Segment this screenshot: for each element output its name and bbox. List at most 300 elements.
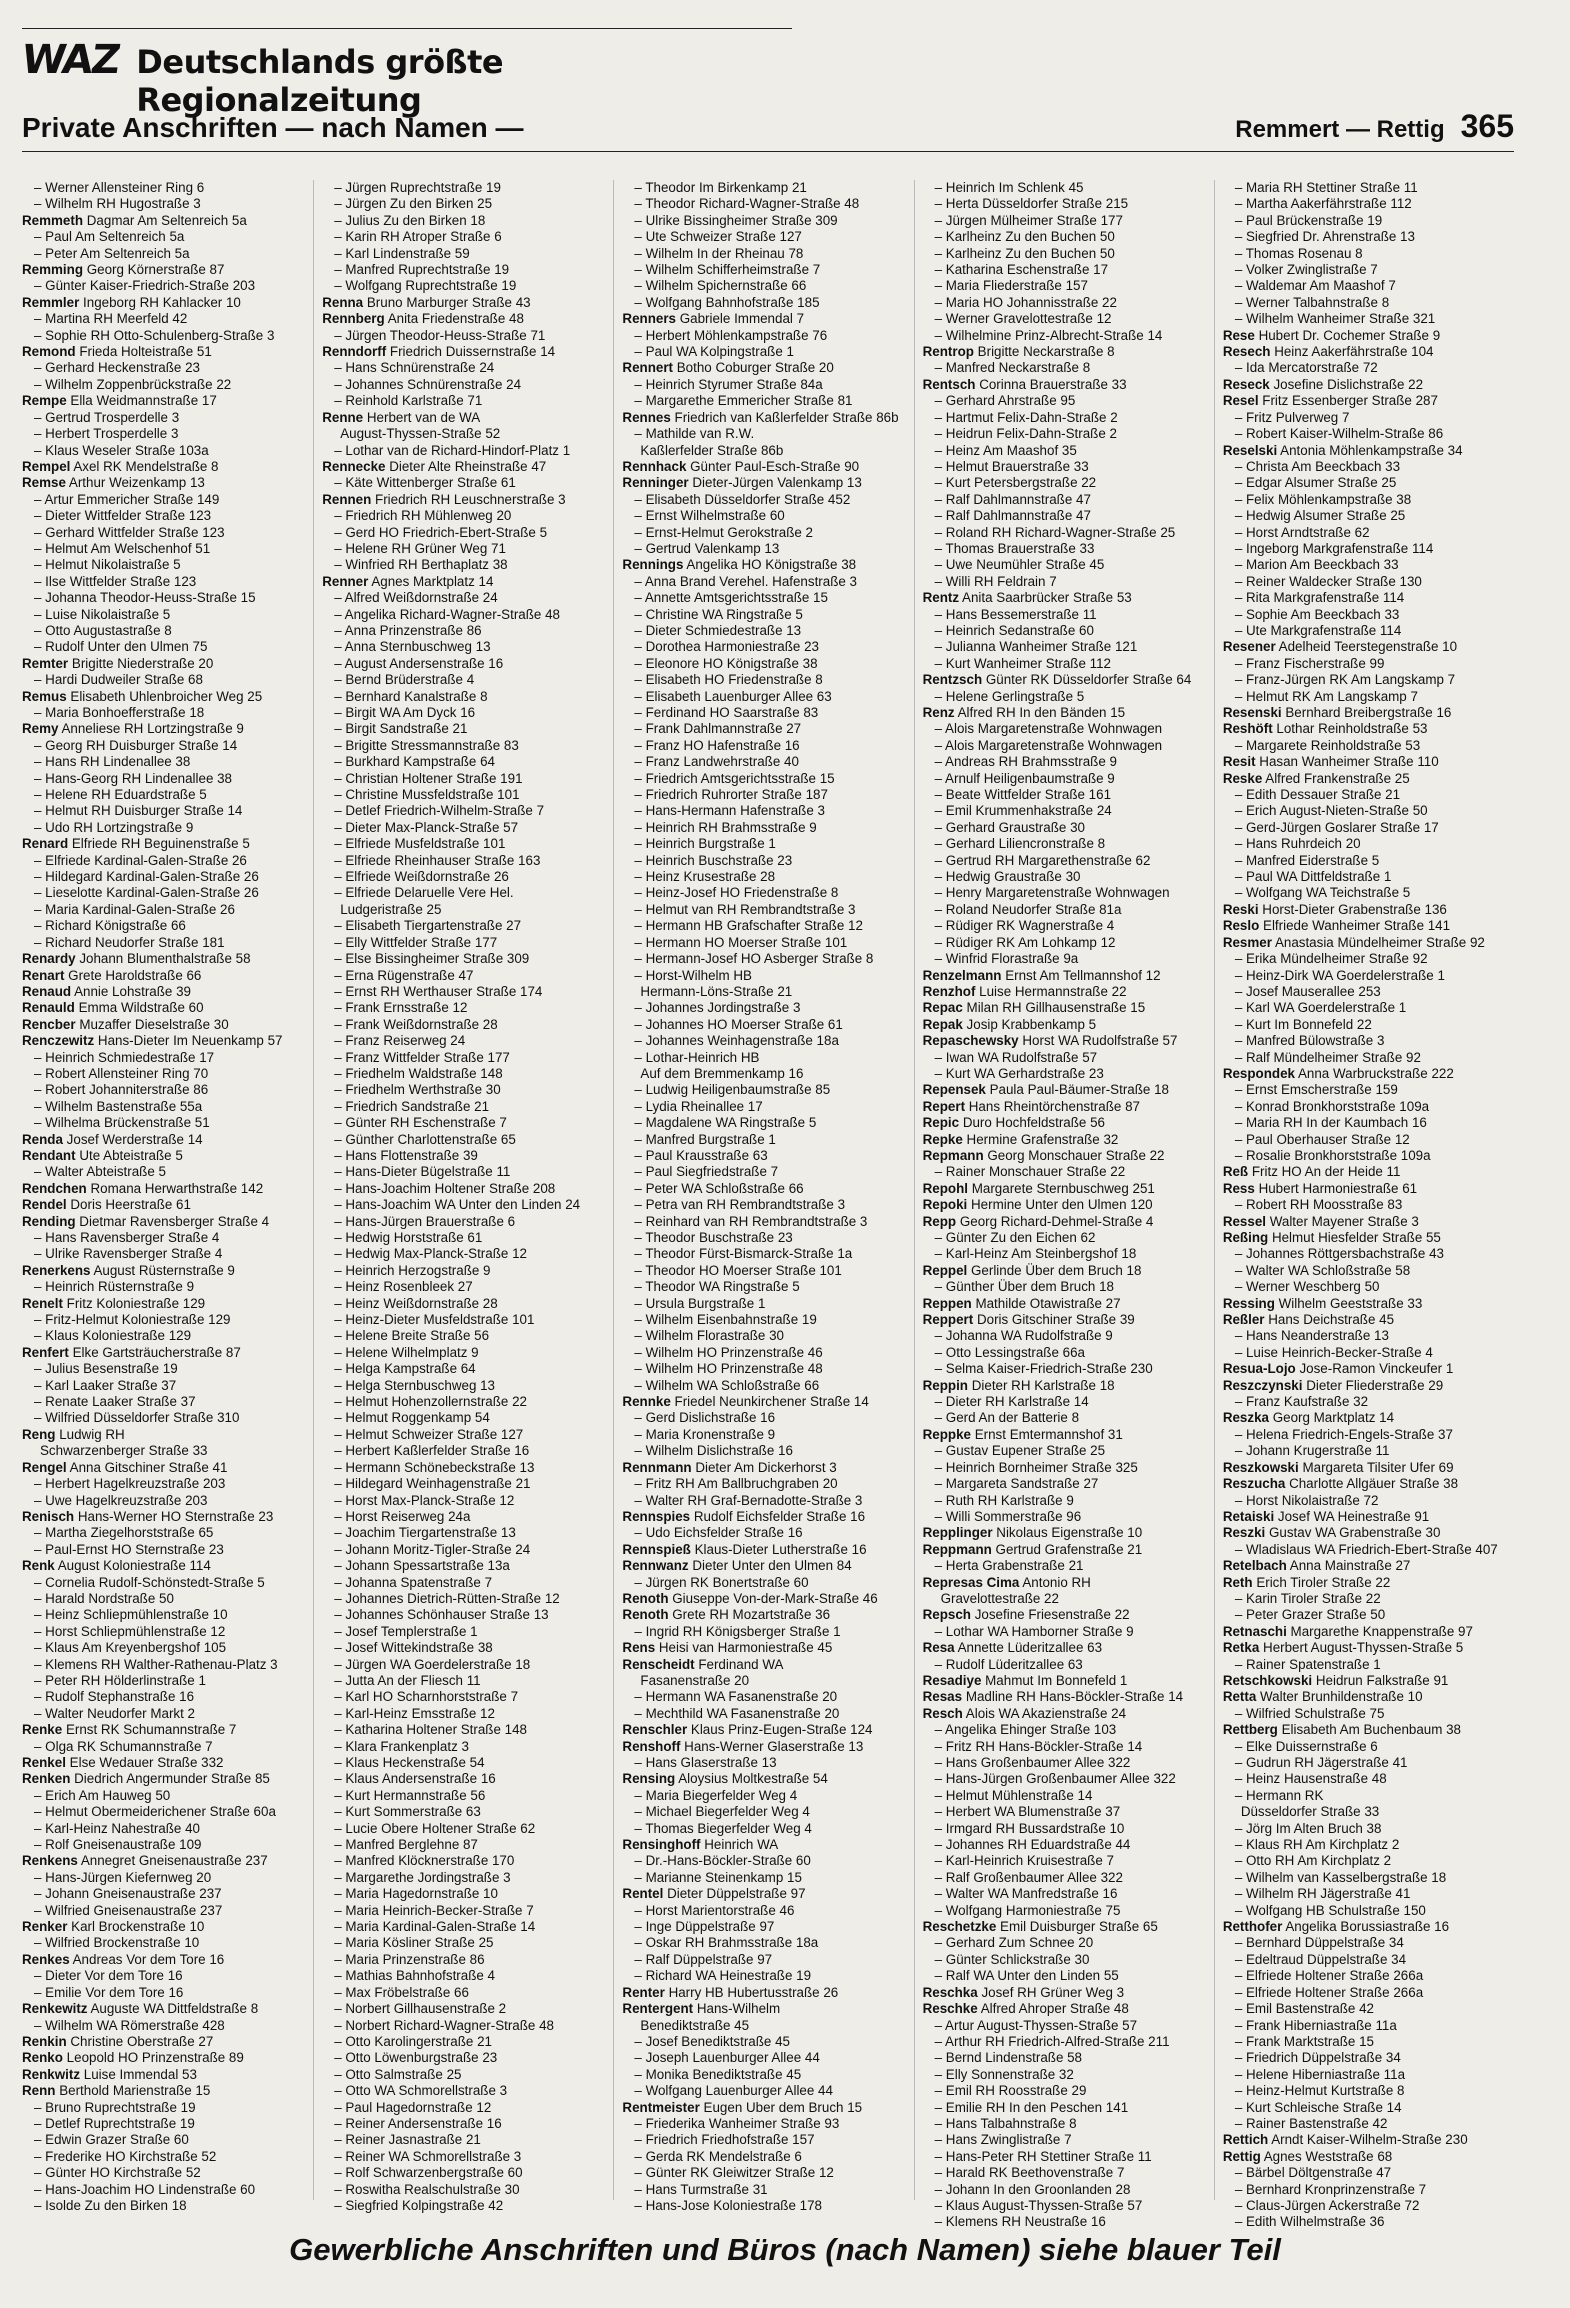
entry-text: Manfred Berglehne 87 <box>345 1837 478 1853</box>
listing-entry <box>22 1607 307 1623</box>
entry-text: Agnes Marktplatz 14 <box>371 573 494 589</box>
listing-entry <box>1223 311 1508 327</box>
listing-entry <box>923 1246 1208 1262</box>
entry-text: Robert Kaiser-Wilhelm-Straße 86 <box>1245 426 1444 442</box>
listing-entry <box>1223 574 1508 590</box>
entry-text: Uwe Hagelkreuzstraße 203 <box>45 1492 208 1508</box>
entry-text: Alfred Ahroper Straße 48 <box>980 2001 1129 2017</box>
listing-entry <box>22 1689 307 1705</box>
entry-surname: Renda <box>22 1131 63 1147</box>
entry-text: Frank Weißdornstraße 28 <box>345 1016 498 1032</box>
listing-entry <box>22 426 307 442</box>
listing-entry <box>622 1115 907 1131</box>
entry-text: Bruno Marburger Straße 43 <box>366 294 531 310</box>
listing-entry <box>1223 1837 1508 1853</box>
listing-entry <box>22 1115 307 1131</box>
entry-text: Manfred Burgstraße 1 <box>645 1131 776 1147</box>
listing-entry <box>622 2001 907 2017</box>
entry-text: Karlheinz Zu den Buchen 50 <box>945 229 1115 245</box>
entry-text: Kurt Sommerstraße 63 <box>345 1804 481 1820</box>
footer-note: Gewerbliche Anschriften und Büros (nach Namen) siehe blauer Teil <box>289 2232 1281 2267</box>
listing-entry <box>322 1476 607 1492</box>
entry-text: Günter RH Eschenstraße 7 <box>345 1115 507 1131</box>
entry-surname: Reshöft <box>1222 721 1273 737</box>
listing-entry <box>622 1870 907 1886</box>
listing-entry <box>22 968 307 984</box>
listing-entry <box>22 1132 307 1148</box>
listing-entry <box>923 1558 1208 1574</box>
entry-text: Ingrid RH Königsberger Straße 1 <box>645 1623 841 1639</box>
entry-text: Horst-Wilhelm HB <box>645 967 752 983</box>
listing-entry <box>923 1657 1208 1673</box>
listing-entry <box>22 1263 307 1279</box>
entry-text: Hans-Werner Glaserstraße 13 <box>684 1738 864 1754</box>
entry-surname: Renart <box>22 967 65 983</box>
entry-text: Alois Margaretenstraße Wohnwagen <box>945 737 1163 753</box>
listing-entry <box>622 1558 907 1574</box>
entry-text: Helmut Hohenzollernstraße 22 <box>345 1394 527 1410</box>
entry-text: Herta Grabenstraße 21 <box>945 1558 1084 1574</box>
listing-entry <box>622 213 907 229</box>
entry-text: Alois Margaretenstraße Wohnwagen <box>945 721 1163 737</box>
entry-surname: Resua-Lojo <box>1222 1361 1296 1377</box>
entry-text: Olga RK Schumannstraße 7 <box>45 1738 213 1754</box>
entry-text: Werner Talbahnstraße 8 <box>1245 294 1390 310</box>
entry-text: Uwe Neumühler Straße 45 <box>945 557 1105 573</box>
entry-surname: Resel <box>1222 393 1259 409</box>
listing-entry <box>622 787 907 803</box>
listing-entry <box>622 574 907 590</box>
entry-text: Jürgen RK Bonertstraße 60 <box>645 1574 809 1590</box>
entry-surname: Remmler <box>22 294 80 310</box>
entry-text: Bruno Ruprechtstraße 19 <box>45 2099 196 2115</box>
listing-entry <box>1223 2182 1508 2198</box>
entry-text: Dieter RH Karlstraße 18 <box>971 1377 1115 1393</box>
entry-text: Gerhard Graustraße 30 <box>945 819 1085 835</box>
entry-surname: Reß <box>1222 1164 1249 1180</box>
listing-entry <box>923 492 1208 508</box>
listing-entry <box>1223 360 1508 376</box>
entry-text: Harald RK Beethovenstraße 7 <box>945 2165 1125 2181</box>
entry-text: Dieter Vor dem Tore 16 <box>45 1968 183 1984</box>
entry-text: Manfred Bülowstraße 3 <box>1245 1033 1385 1049</box>
listing-entry <box>923 525 1208 541</box>
entry-surname: Reng <box>22 1426 56 1442</box>
entry-text: Rüdiger RK Wagnerstraße 4 <box>945 918 1115 934</box>
listing-entry <box>22 180 307 196</box>
entry-text: Hans-Joachim HO Lindenstraße 60 <box>45 2181 256 2197</box>
entry-text: Ella Weidmannstraße 17 <box>70 393 217 409</box>
listing-entry <box>1223 754 1508 770</box>
listing-entry <box>622 1164 907 1180</box>
entry-text: Wilhelm RH Jägerstraße 41 <box>1245 1886 1411 1902</box>
entry-text: Angelika Richard-Wagner-Straße 48 <box>344 606 560 622</box>
entry-text: Mathias Bahnhofstraße 4 <box>345 1968 495 1984</box>
entry-text: Erna Rügenstraße 47 <box>345 967 474 983</box>
entry-text: Theodor HO Moerser Straße 101 <box>645 1262 842 1278</box>
listing-entry <box>1223 541 1508 557</box>
listing-entry <box>1223 229 1508 245</box>
entry-surname: Rempe <box>22 393 67 409</box>
entry-text: Richard Neudorfer Straße 181 <box>45 934 225 950</box>
listing-entry <box>923 1771 1208 1787</box>
listing-entry <box>22 771 307 787</box>
entry-text: Winfrid Florastraße 9a <box>945 951 1079 967</box>
entry-text: Kurt Wanheimer Straße 112 <box>945 655 1111 671</box>
listing-entry <box>1223 721 1508 737</box>
entry-text: Annette Amtsgerichtsstraße 15 <box>644 590 828 606</box>
entry-text: Karl-Heinz Am Steinbergshof 18 <box>945 1246 1137 1262</box>
entry-text: Anna Gitschiner Straße 41 <box>69 1459 228 1475</box>
entry-surname: Rentrop <box>922 344 974 360</box>
entry-text: Diedrich Angermunder Straße 85 <box>74 1771 270 1787</box>
entry-text: Rudolf Eichsfelder Straße 16 <box>693 1508 866 1524</box>
listing-entry <box>22 1050 307 1066</box>
listing-entry <box>322 1804 607 1820</box>
listing-entry <box>22 1443 307 1459</box>
entry-text: Helmut Am Welschenhof 51 <box>45 540 211 556</box>
entry-text: Hedwig Horststraße 61 <box>345 1230 483 1245</box>
entry-surname: Renkes <box>22 1951 70 1967</box>
entry-text: Rudolf Unter den Ulmen 75 <box>45 639 208 655</box>
entry-text: Heidrun Falkstraße 91 <box>1315 1672 1449 1688</box>
entry-surname: Reske <box>1222 770 1263 786</box>
listing-entry <box>1223 328 1508 344</box>
listing-entry <box>622 246 907 262</box>
entry-text: Friedrich Sandstraße 21 <box>345 1098 490 1114</box>
entry-text: Thomas Rosenau 8 <box>1245 245 1363 261</box>
entry-text: Annegret Gneisenaustraße 237 <box>80 1853 268 1869</box>
entry-text: Roland RH Richard-Wagner-Straße 25 <box>945 524 1176 540</box>
listing-entry <box>622 1722 907 1738</box>
entry-text: Wilhelm In der Rheinau 78 <box>645 245 804 261</box>
entry-text: Doris Gitschiner Straße 39 <box>976 1312 1135 1328</box>
listing-entry <box>1223 1378 1508 1394</box>
entry-surname: Resmer <box>1222 934 1272 950</box>
listing-entry <box>923 935 1208 951</box>
entry-text: Hans Zwinglistraße 7 <box>945 2132 1072 2148</box>
listing-entry <box>923 2083 1208 2099</box>
entry-text: Hedwig Graustraße 30 <box>945 869 1081 885</box>
listing-entry <box>1223 1099 1508 1115</box>
entry-text: Johannes HO Moerser Straße 61 <box>645 1016 843 1032</box>
listing-entry <box>22 1788 307 1804</box>
entry-text: Brigitte Neckarstraße 8 <box>977 344 1115 360</box>
entry-text: Reiner Jasnastraße 21 <box>345 2132 481 2148</box>
entry-text: Elisabeth Tiergartenstraße 27 <box>345 918 522 934</box>
entry-text: Klemens RH Neustraße 16 <box>945 2214 1106 2230</box>
entry-text: Josefine Dislichstraße 22 <box>1273 376 1424 392</box>
listing-entry <box>923 1722 1208 1738</box>
entry-text: Dr.-Hans-Böckler-Straße 60 <box>645 1853 811 1869</box>
listing-entry <box>923 1394 1208 1410</box>
listing-entry <box>923 1607 1208 1623</box>
listing-entry <box>622 689 907 705</box>
listing-entry <box>22 1082 307 1098</box>
listing-entry <box>1223 836 1508 852</box>
listing-entry <box>923 2100 1208 2116</box>
entry-surname: Repohl <box>922 1180 968 1196</box>
entry-text: Ernst Emtermannshof 31 <box>974 1426 1123 1442</box>
entry-text: Paul Krausstraße 63 <box>645 1147 768 1163</box>
entry-text: Martina RH Meerfeld 42 <box>45 311 188 327</box>
entry-text: Helmut Mühlenstraße 14 <box>945 1787 1093 1803</box>
entry-text: Heinz Schliepmühlenstraße 10 <box>45 1607 228 1623</box>
listing-entry <box>1223 1985 1508 2001</box>
entry-text: Friederika Wanheimer Straße 93 <box>645 2115 840 2131</box>
entry-text: Wilhelm Bastenstraße 55a <box>45 1098 203 1114</box>
entry-text: Auguste WA Dittfeldstraße 8 <box>90 2001 259 2017</box>
entry-surname: Rending <box>22 1213 76 1229</box>
entry-surname: Rencber <box>22 1016 76 1032</box>
entry-text: Wolfgang Lauenburger Allee 44 <box>645 2083 833 2099</box>
listing-entry <box>322 1870 607 1886</box>
listing-entry <box>923 607 1208 623</box>
listing-entry <box>622 738 907 754</box>
entry-text: Mechthild WA Fasanenstraße 20 <box>645 1705 840 1721</box>
entry-text: Lothar van de Richard-Hindorf-Platz 1 <box>345 442 571 458</box>
entry-text: Wilfried Gneisenaustraße 237 <box>45 1902 223 1918</box>
listing-entry <box>1223 1017 1508 1033</box>
entry-text: Elfriede Holtener Straße 266a <box>1245 1968 1424 1984</box>
listing-entry <box>622 902 907 918</box>
entry-text: Frederike HO Kirchstraße 52 <box>45 2148 217 2164</box>
listing-entry <box>22 1214 307 1230</box>
entry-surname: Rendant <box>22 1147 76 1163</box>
listing-entry <box>923 1000 1208 1016</box>
entry-text: Gertrud Grafenstraße 21 <box>995 1541 1143 1557</box>
listing-entry <box>322 1706 607 1722</box>
entry-surname: Ress <box>1222 1180 1255 1196</box>
listing-entry <box>322 525 607 541</box>
entry-text: Ida Mercatorstraße 72 <box>1245 360 1378 376</box>
entry-text: Maria Kösliner Straße 25 <box>345 1935 494 1951</box>
entry-text: Johannes Schönhauser Straße 13 <box>345 1607 549 1623</box>
entry-surname: Renker <box>22 1919 68 1935</box>
entry-text: Hans-Jürgen Kiefernweg 20 <box>45 1869 212 1885</box>
listing-entry <box>622 1443 907 1459</box>
listing-entry <box>622 1361 907 1377</box>
entry-text: Schwarzenberger Straße 33 <box>40 1443 208 1459</box>
entry-text: Ernst RK Schumannstraße 7 <box>65 1722 237 1738</box>
listing-entry <box>22 951 307 967</box>
listing-entry <box>1223 1410 1508 1426</box>
entry-text: Hans Glaserstraße 13 <box>645 1755 777 1770</box>
listing-entry <box>22 328 307 344</box>
listing-entry <box>22 1739 307 1755</box>
entry-text: Siegfried Kolpingstraße 42 <box>345 2197 504 2213</box>
listing-entry <box>622 1197 907 1213</box>
listing-entry <box>923 672 1208 688</box>
entry-text: Herbert August-Thyssen-Straße 5 <box>1263 1640 1464 1656</box>
entry-surname: Renzhof <box>922 983 976 999</box>
entry-text: Hans-Jose Koloniestraße 178 <box>645 2197 822 2213</box>
listing-entry <box>322 377 607 393</box>
listing-entry <box>1223 1197 1508 1213</box>
listing-entry <box>923 1591 1208 1607</box>
listing-entry <box>923 1624 1208 1640</box>
entry-text: Jürgen WA Goerdelerstraße 18 <box>345 1656 531 1672</box>
entry-text: Heidrun Felix-Dahn-Straße 2 <box>945 426 1117 442</box>
entry-text: Maria Heinrich-Becker-Straße 7 <box>345 1902 534 1918</box>
entry-text: Klaus Koloniestraße 129 <box>45 1328 192 1344</box>
entry-text: Emil Duisburger Straße 65 <box>1000 1919 1158 1935</box>
entry-text: Hans Rheintörchenstraße 87 <box>968 1098 1140 1114</box>
entry-text: Giuseppe Von-der-Mark-Straße 46 <box>672 1590 878 1606</box>
listing-entry <box>1223 869 1508 885</box>
entry-text: Gerda RK Mendelstraße 6 <box>645 2148 802 2164</box>
listing-entry <box>322 918 607 934</box>
listing-entry <box>322 2116 607 2132</box>
entry-text: Michael Biegerfelder Weg 4 <box>645 1804 810 1820</box>
listing-entry <box>322 1985 607 2001</box>
listing-entry <box>622 1410 907 1426</box>
entry-surname: Rentel <box>622 1886 664 1902</box>
entry-text: Burkhard Kampstraße 64 <box>345 754 495 770</box>
listing-entry <box>622 393 907 409</box>
listing-entry <box>923 885 1208 901</box>
listing-entry <box>622 771 907 787</box>
entry-text: Klaus Andersenstraße 16 <box>345 1771 496 1787</box>
listing-entry <box>622 443 907 459</box>
entry-text: Willi Sommerstraße 96 <box>945 1508 1082 1524</box>
listing-entry <box>923 295 1208 311</box>
listing-entry <box>622 1673 907 1689</box>
entry-text: Hermann HO Moerser Straße 101 <box>645 934 848 950</box>
entry-text: Rudolf Lüderitzallee 63 <box>945 1656 1083 1672</box>
entry-text: Johannes Röttgersbachstraße 43 <box>1245 1246 1444 1262</box>
entry-text: Klaus Prinz-Eugen-Straße 124 <box>690 1722 873 1738</box>
entry-surname: Ressing <box>1222 1295 1275 1311</box>
entry-text: Heinz Rosenbleek 27 <box>345 1279 473 1295</box>
entry-text: Ralf Mündelheimer Straße 92 <box>1245 1049 1421 1065</box>
entry-text: Renate Laaker Straße 37 <box>45 1394 196 1410</box>
listing-entry <box>923 2182 1208 2198</box>
entry-text: Karl HO Scharnhorststraße 7 <box>345 1689 519 1705</box>
listing-entry <box>322 1689 607 1705</box>
entry-surname: Resener <box>1222 639 1276 655</box>
entry-text: Otto RH Am Kirchplatz 2 <box>1245 1853 1392 1869</box>
entry-text: Ilse Wittfelder Straße 123 <box>45 573 197 589</box>
entry-text: Paul Am Seltenreich 5a <box>45 229 185 245</box>
listing-entry <box>322 2165 607 2181</box>
section-header <box>22 108 1514 152</box>
entry-text: Gertrud Valenkamp 13 <box>645 540 780 556</box>
listing-entry <box>622 1525 907 1541</box>
entry-text: Heinz Weißdornstraße 28 <box>345 1295 498 1311</box>
entry-surname: Reßler <box>1222 1312 1265 1328</box>
entry-text: Hans Bessemerstraße 11 <box>945 606 1097 622</box>
listing-entry <box>1223 1115 1508 1131</box>
listing-entry <box>322 853 607 869</box>
listing-entry <box>622 377 907 393</box>
entry-text: Kurt Schleische Straße 14 <box>1245 2099 1402 2115</box>
listing-entry <box>1223 525 1508 541</box>
entry-text: Klaus Heckenstraße 54 <box>345 1755 485 1770</box>
entry-text: Hardi Dudweiler Straße 68 <box>45 672 203 688</box>
entry-text: Heinz Hausenstraße 48 <box>1245 1771 1387 1787</box>
listing-entry <box>1223 278 1508 294</box>
listing-entry <box>1223 2116 1508 2132</box>
entry-text: Benediktstraße 45 <box>640 2017 750 2033</box>
listing-entry <box>923 360 1208 376</box>
entry-text: Wilhelma Brückenstraße 51 <box>45 1115 210 1131</box>
listing-entry <box>1223 557 1508 573</box>
listing-entry <box>622 1542 907 1558</box>
listing-entry <box>923 984 1208 1000</box>
listing-entry <box>22 1246 307 1262</box>
listing-entry <box>1223 1673 1508 1689</box>
entry-text: Hans-Georg RH Lindenallee 38 <box>45 770 233 786</box>
listing-entry <box>322 1296 607 1312</box>
listing-entry <box>923 1312 1208 1328</box>
entry-text: Harry HB Hubertusstraße 26 <box>668 1984 839 2000</box>
entry-text: Werner Weschberg 50 <box>1245 1279 1380 1295</box>
listing-entry <box>22 1328 307 1344</box>
listing-entry <box>322 1624 607 1640</box>
entry-text: Arndt Kaiser-Wilhelm-Straße 230 <box>1271 2132 1468 2148</box>
entry-surname: Rese <box>1222 327 1255 343</box>
entry-text: Julianna Wanheimer Straße 121 <box>945 639 1138 655</box>
listing-entry <box>22 492 307 508</box>
listing-entry <box>322 787 607 803</box>
listing-entry <box>923 1476 1208 1492</box>
entry-text: Theodor Richard-Wagner-Straße 48 <box>645 196 860 212</box>
listing-entry <box>322 1082 607 1098</box>
entry-text: Anna Warbruckstraße 222 <box>1297 1065 1454 1081</box>
entry-text: Robert Johanniterstraße 86 <box>45 1082 209 1098</box>
listing-entry <box>1223 2149 1508 2165</box>
entry-text: Hermine Unter den Ulmen 120 <box>971 1197 1153 1213</box>
listing-entry <box>622 1509 907 1525</box>
listing-entry <box>622 1886 907 1902</box>
entry-text: Thomas Brauerstraße 33 <box>945 540 1095 556</box>
entry-text: Wilhelm WA Römerstraße 428 <box>45 2017 225 2033</box>
listing-entry <box>622 721 907 737</box>
listing-entry <box>1223 1230 1508 1246</box>
entry-surname: Rennhack <box>622 458 687 474</box>
listing-entry <box>22 574 307 590</box>
listing-entry <box>622 328 907 344</box>
entry-text: Fritz Essenberger Straße 287 <box>1262 393 1438 409</box>
listing-entry <box>22 836 307 852</box>
entry-text: Frank Ernsstraße 12 <box>345 1000 468 1016</box>
entry-text: Wilhelm RH Hugostraße 3 <box>45 196 201 212</box>
listing-entry <box>923 1230 1208 1246</box>
entry-text: Christine Mussfeldstraße 101 <box>345 787 520 803</box>
listing-entry <box>1223 1214 1508 1230</box>
entry-text: Mahmut Im Bonnefeld 1 <box>985 1672 1128 1688</box>
entry-text: Gudrun RH Jägerstraße 41 <box>1245 1755 1408 1770</box>
listing-entry <box>923 1853 1208 1869</box>
entry-text: Ludgeristraße 25 <box>340 901 442 917</box>
entry-surname: Remter <box>22 655 69 671</box>
listing-entry <box>22 721 307 737</box>
listing-entry <box>322 1739 607 1755</box>
entry-text: Georg Körnerstraße 87 <box>86 262 225 278</box>
listing-entry <box>923 705 1208 721</box>
listing-entry <box>622 1033 907 1049</box>
entry-text: Hedwig Max-Planck-Straße 12 <box>345 1246 527 1262</box>
listing-entry <box>322 1755 607 1771</box>
entry-text: Grete RH Mozartstraße 36 <box>672 1607 831 1623</box>
entry-text: Walter WA Schloßstraße 58 <box>1245 1262 1411 1278</box>
listing-entry <box>1223 1394 1508 1410</box>
listing-entry <box>322 1460 607 1476</box>
entry-text: Fritz-Helmut Koloniestraße 129 <box>45 1312 231 1328</box>
listing-entry <box>622 1575 907 1591</box>
listing-entry <box>22 1542 307 1558</box>
